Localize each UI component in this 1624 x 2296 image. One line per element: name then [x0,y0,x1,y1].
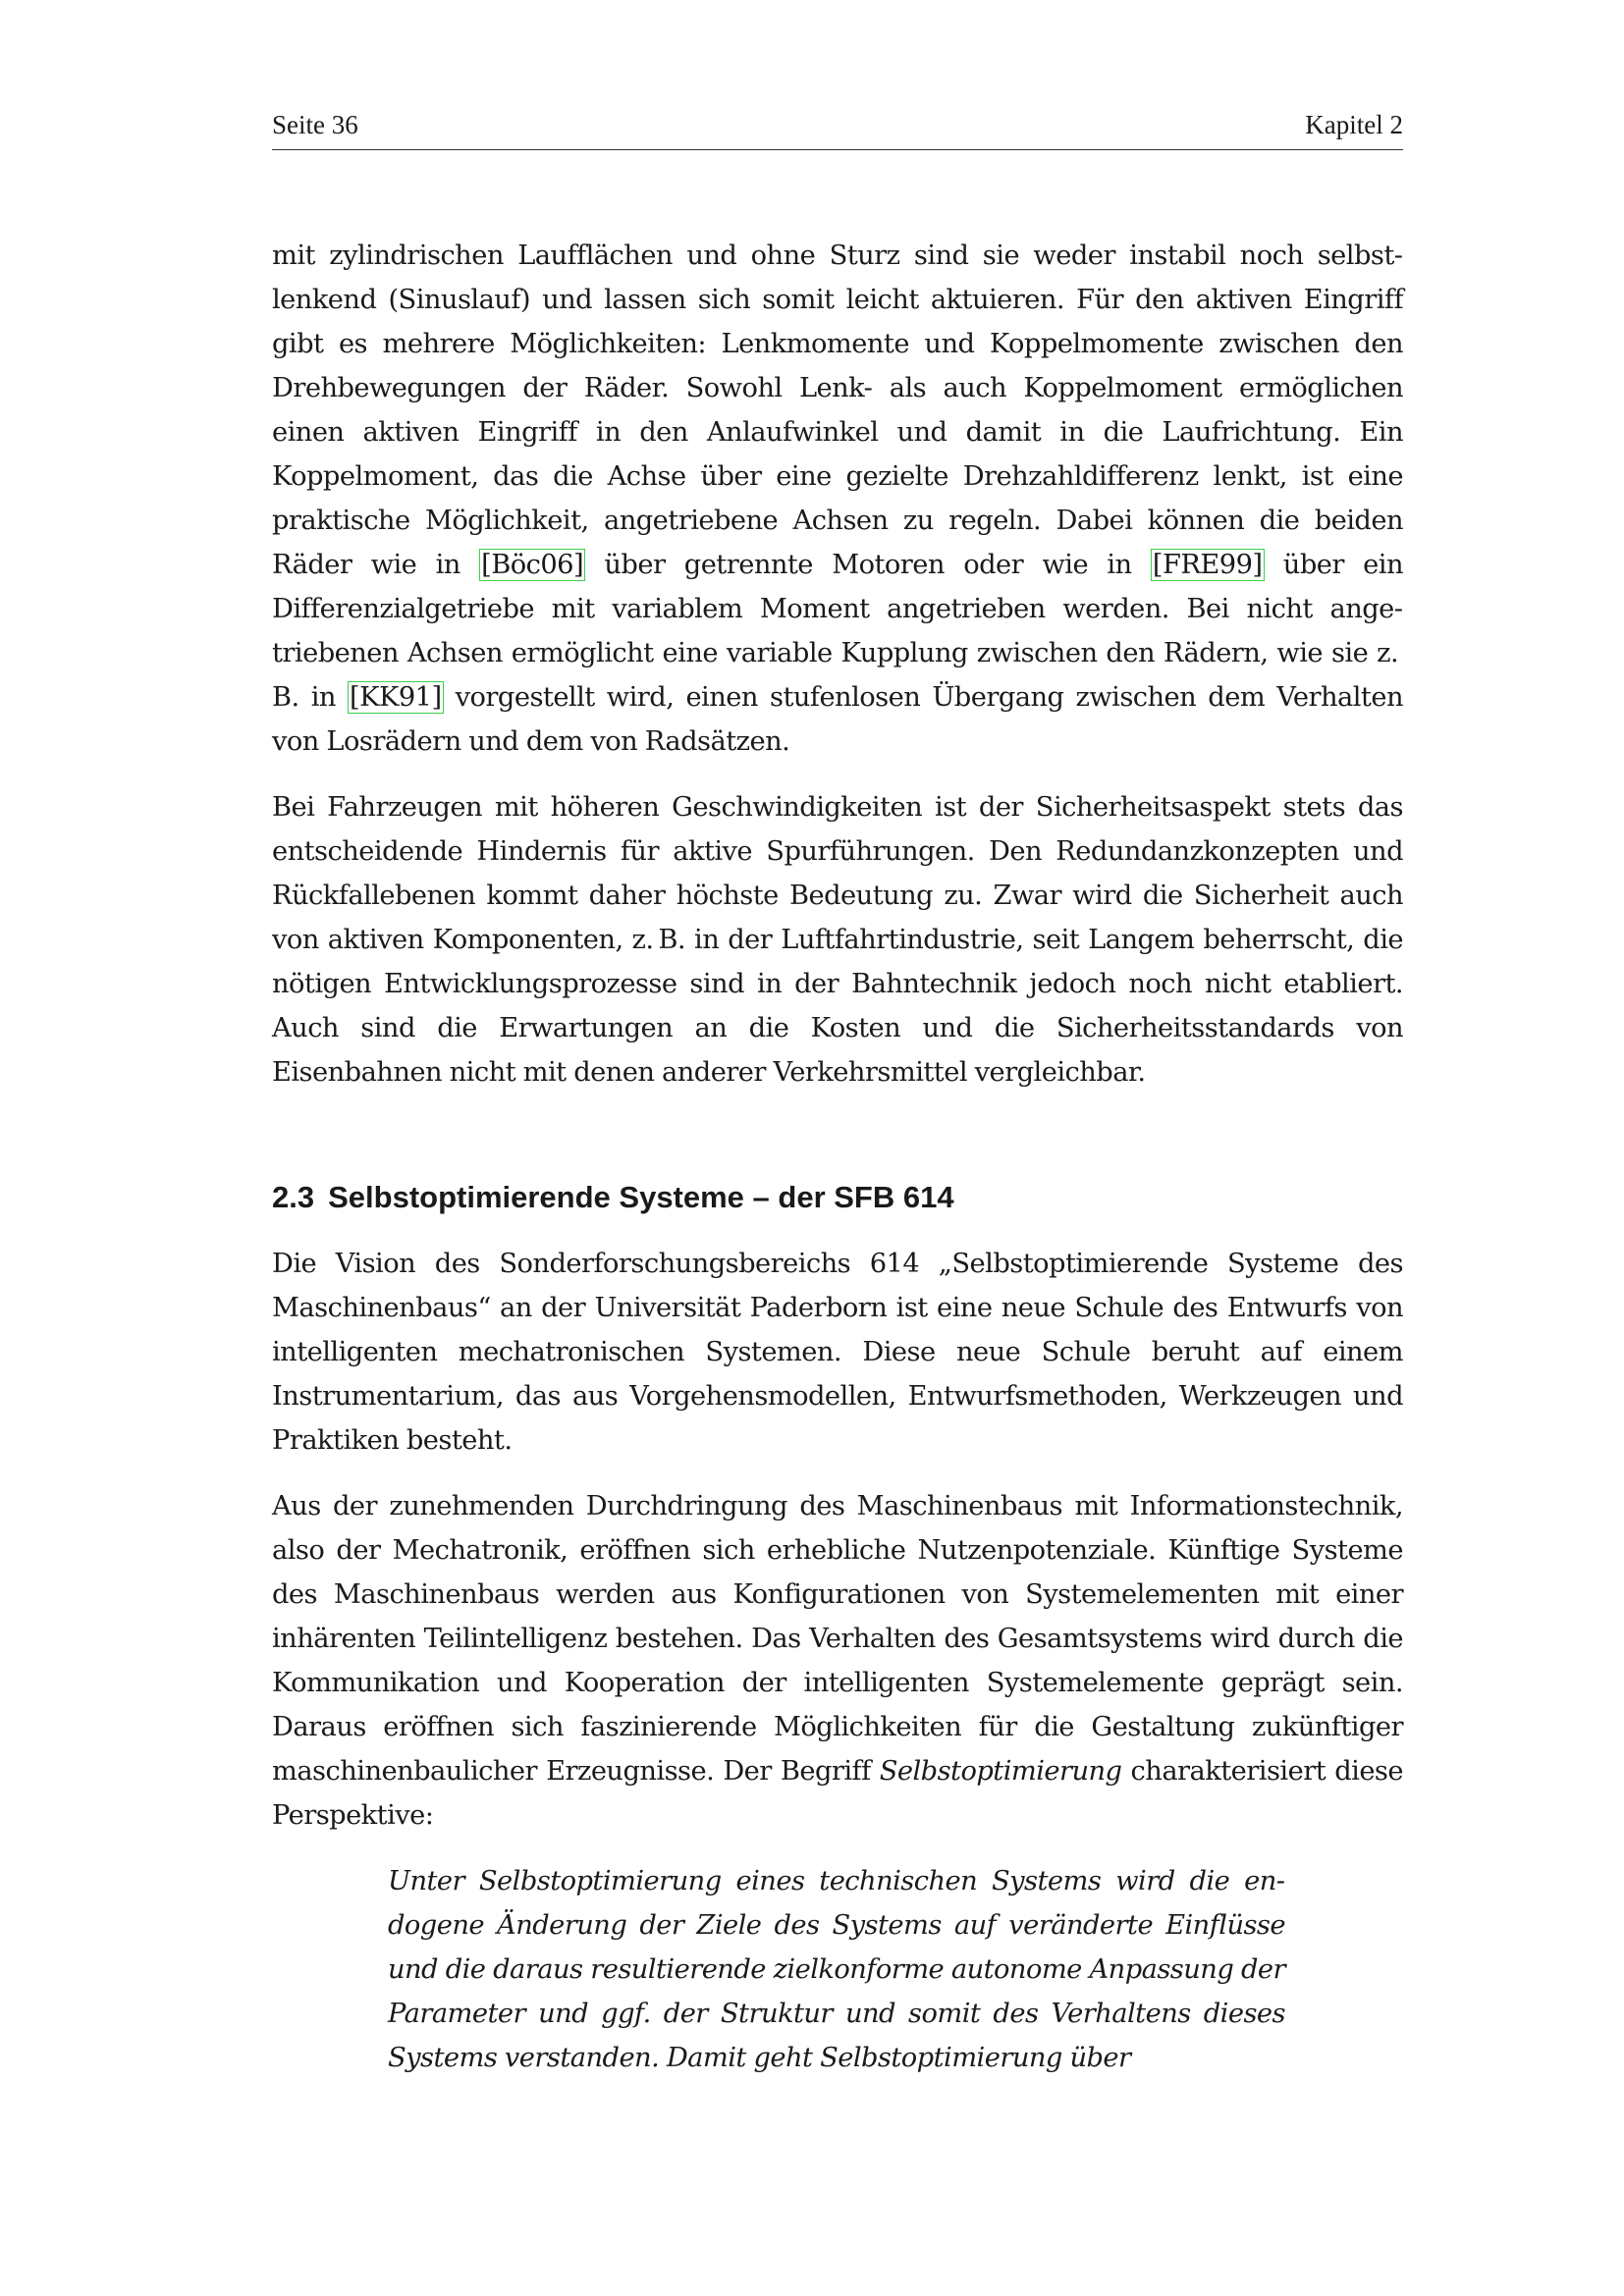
citation-link-boc06[interactable]: [Böc06] [481,550,584,580]
body-text [272,234,1403,2080]
paragraph-mechatronics [272,1484,1403,1838]
paragraph-safety: Bei Fahrzeugen mit höheren Geschwindigkeiten ist der Sicherheitsaspekt stets das entscheidende Hindernis für aktive Spurführungen. Den Redundanzkonzepten und Rückfallebenen kommt daher höchste Bedeutung zu. Zwar wird die Sicherheit auch von aktiven Komponenten, z. B. in der Luftfahrtindustrie, seit Langem beherrscht, die nötigen Entwicklungsprozesse sind in der Bahntechnik jedoch noch nicht etabliert. Auch sind die Erwartungen an die Kosten und die Sicherheitsstandards von Eisenbahnen nicht mit denen anderer Verkehrsmittel vergleichbar. [272,792,1403,1088]
paragraph-text: über getrennte Motoren oder wie in [585,550,1151,580]
emphasized-term: Selbstoptimierung [879,1756,1122,1787]
paragraph-text: mit zylindrischen Laufflächen und ohne Sturz sind sie weder instabil noch selbstlenkend (Sinuslauf) und lassen sich somit leicht aktuieren. Für den aktiven Eingriff gibt es mehrere Möglichkeiten: Lenkmomente und Koppelmomente zwischen den Drehbewegungen der Räder. Sowohl Lenk- als auch Koppelmoment ermöglichen einen aktiven Eingriff in den Anlaufwinkel und damit in die Laufrichtung. Ein Koppelmoment, das die Achse über eine gezielte Drehzahldifferenz lenkt, ist eine praktische Möglichkeit, angetriebene Achsen zu regeln. Dabei können die beiden Räder wie in [272,240,1403,580]
paragraph-active-steering [272,234,1403,764]
paragraph-text: über ein Differenzialgetriebe mit variablem Moment angetrieben werden. Bei nicht angetriebenen Achsen ermöglicht eine variable Kupplung zwischen den Rädern, wie sie z. B. in [272,550,1403,713]
section-title: Selbstoptimierende Systeme – der SFB 614 [328,1180,954,1214]
citation-link-kk91[interactable]: [KK91] [350,682,442,713]
running-header [272,110,1403,150]
chapter-label: Kapitel 2 [1305,110,1403,139]
page-number: Seite 36 [272,110,358,139]
paragraph-text: vorgestellt wird, einen stufenlosen Übergang zwischen dem Verhalten von Losrädern und dem von Radsätzen. [272,682,1403,757]
paragraph-text: charakterisiert diese Perspektive: [272,1756,1403,1831]
paragraph-sfb-vision: Die Vision des Sonderforschungsbereichs 614 „Selbstoptimierende Systeme des Maschinenbaus“ an der Universität Paderborn ist eine neue Schule des Entwurfs von intelligenten mechatronischen Systemen. Diese neue Schule beruht auf einem Instrumentarium, das aus Vorgehensmodellen, Entwurfsmethoden, Werkzeugen und Praktiken besteht. [272,1249,1403,1456]
section-heading [272,1173,1403,1222]
citation-link-fre99[interactable]: [FRE99] [1152,550,1263,580]
paragraph-text: Aus der zunehmenden Durchdringung des Maschinenbaus mit Informationstechnik, also der Mechatronik, eröffnen sich erhebliche Nutzenpotenziale. Künftige Systeme des Maschinenbaus werden aus Konfigurationen von Systemelementen mit einer inhärenten Teilintelligenz bestehen. Das Verhalten des Gesamtsystems wird durch die Kommunikation und Kooperation der intelligenten Systemelemente geprägt sein. Daraus eröffnen sich faszinierende Möglichkeiten für die Gestaltung zukünftiger maschinenbaulicher Erzeugnisse. Der Begriff [272,1491,1403,1787]
definition-quote: Unter Selbstoptimierung eines technischen Systems wird die endogene Änderung der Ziele des Systems auf veränderte Einflüsse und die daraus resultierende zielkonforme autonome Anpassung der Parameter und ggf. der Struktur und somit des Verhaltens dieses Systems verstanden. Damit geht Selbstoptimierung über [388,1866,1285,2073]
section-number: 2.3 [272,1180,315,1214]
